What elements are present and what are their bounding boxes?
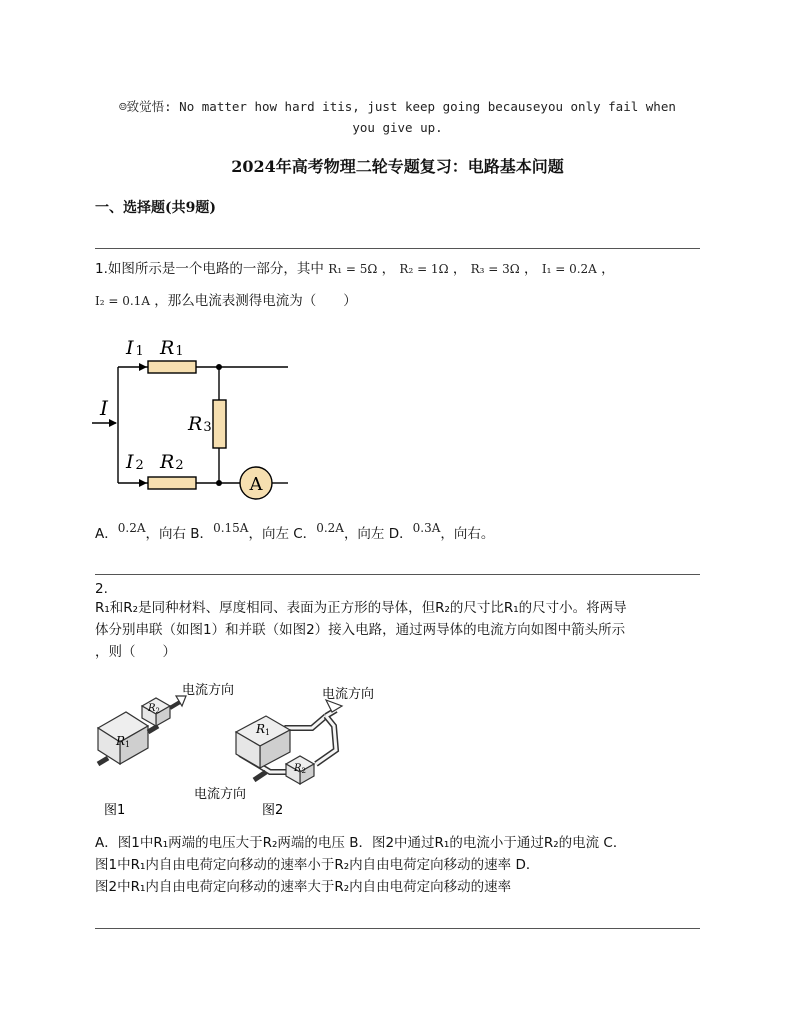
q2-options-line-3[interactable]: 图2中R₁内自由电荷定向移动的速率大于R₂内自由电荷定向移动的速率: [95, 879, 512, 895]
motto-line-1: ☺致觉悟: No matter how hard itis, just keep going becauseyou only fail when: [119, 99, 676, 114]
question-1-stem-line2: [95, 290, 357, 312]
question-1-options: [95, 522, 494, 542]
r1-value: R₁ = 5Ω: [328, 262, 378, 276]
label-r3: R3: [188, 413, 212, 435]
label-r1: R1: [160, 337, 184, 359]
question-2-stem: [95, 597, 705, 663]
figure-2: [194, 686, 374, 818]
option-b[interactable]: B．0.15A，向左: [190, 521, 289, 542]
bottom-arrow-icon: [139, 479, 147, 487]
fig2-r2-label: $R_2$: [294, 763, 306, 775]
label-r2: R2: [160, 451, 184, 473]
junction-bottom: [216, 480, 222, 486]
motto: [95, 96, 700, 138]
label-i1: I 1: [126, 337, 144, 359]
r2-value: R₂ = 1Ω: [399, 262, 449, 276]
q2-options-line-1[interactable]: A．图1中R₁两端的电压大于R₂两端的电压 B．图2中通过R₁的电流小于通过R₂的电流 C．: [95, 835, 627, 851]
fig1-r2-label: $R_2$: [148, 703, 160, 715]
label-i2: I 2: [126, 451, 144, 473]
question-1-text-a: 如图所示是一个电路的一部分，其中: [107, 261, 324, 277]
label-i: I: [100, 396, 108, 420]
q2-options-line-2[interactable]: 图1中R₁内自由电荷定向移动的速率小于R₂内自由电荷定向移动的速率 D．: [95, 857, 540, 873]
separator: ，: [452, 261, 467, 277]
question-1-text-b: ，那么电流表测得电流为（ ）: [154, 293, 357, 309]
i1-value: I₁ = 0.2A: [541, 262, 597, 276]
fig2-r1-label: R1: [256, 722, 271, 737]
resistor-r1: [148, 361, 196, 373]
input-arrow-icon: [109, 419, 117, 427]
question-2-line-3: ，则（ ）: [95, 644, 176, 660]
separator: ，: [601, 261, 615, 277]
question-1-number: 1.: [95, 261, 108, 277]
resistor-r2: [148, 477, 196, 489]
fig1-flow-label: 电流方向: [182, 683, 235, 698]
question-1-stem: [95, 258, 705, 280]
divider-middle: [95, 574, 700, 575]
question-2-number: 2.: [95, 581, 108, 597]
circuit-diagram: [90, 330, 310, 505]
r3-value: R₃ = 3Ω: [470, 262, 520, 276]
option-c[interactable]: C．0.2A，向左: [293, 521, 385, 542]
top-arrow-icon: [139, 363, 147, 371]
conductor-figure: [90, 676, 410, 824]
page-title: 2024年高考物理二轮专题复习：电路基本问题: [231, 157, 564, 176]
fig1-r1-label: R1: [116, 734, 131, 749]
option-a[interactable]: A．0.2A，向右: [95, 521, 186, 542]
divider-top: [95, 248, 700, 249]
fig1-caption: 图1: [104, 803, 126, 818]
motto-line-2: you give up.: [352, 120, 443, 135]
divider-bottom: [95, 928, 700, 929]
question-2-options: [95, 832, 710, 898]
question-2-line-2: 体分别串联（如图1）和并联（如图2）接入电路，通过两导体的电流方向如图中箭头所示: [95, 622, 626, 638]
question-2-line-1: R₁和R₂是同种材料、厚度相同、表面为正方形的导体，但R₂的尺寸比R₁的尺寸小。将两导: [95, 600, 627, 616]
resistor-r3: [213, 400, 226, 448]
option-d[interactable]: D．0.3A，向右。: [388, 521, 495, 542]
ammeter-label: A: [249, 474, 263, 495]
section-heading: 一、选择题(共9题): [95, 200, 216, 216]
i2-value: I₂ = 0.1A: [95, 294, 150, 308]
separator: ，: [381, 261, 396, 277]
fig2-flow-label-out: 电流方向: [322, 687, 375, 702]
fig2-caption: 图2: [262, 803, 284, 818]
fig2-flow-label-in: 电流方向: [194, 787, 247, 802]
separator: ，: [524, 261, 538, 277]
